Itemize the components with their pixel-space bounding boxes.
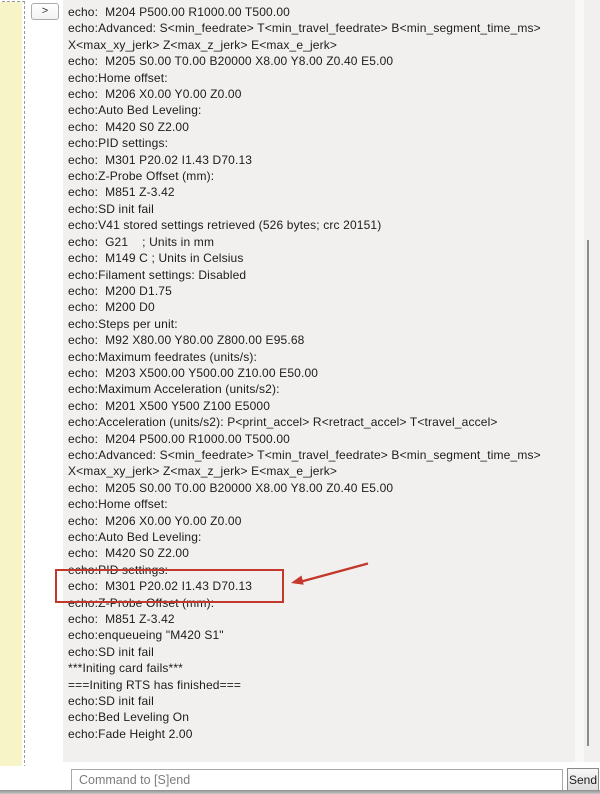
console-log-line: echo: M205 S0.00 T0.00 B20000 X8.00 Y8.00 Z0.40 E5.00 <box>68 54 394 69</box>
console-log-line: echo: M206 X0.00 Y0.00 Z0.00 <box>68 87 242 102</box>
console-log-line: echo:Home offset: <box>68 70 168 85</box>
scrollbar-thumb[interactable] <box>587 240 589 746</box>
console-log-line: echo: M301 P20.02 I1.43 D70.13 <box>68 152 253 167</box>
console-log-line: echo: M203 X500.00 Y500.00 Z10.00 E50.00 <box>68 365 319 380</box>
console-log-line: echo:Fade Height 2.00 <box>68 726 193 741</box>
console-log-line: echo:PID settings: <box>68 562 169 577</box>
console-log-line: echo: M301 P20.02 I1.43 D70.13 <box>68 579 253 594</box>
command-input[interactable] <box>71 769 563 791</box>
console-log-line: echo: M204 P500.00 R1000.00 T500.00 <box>68 5 291 19</box>
console-log-line: echo:SD init fail <box>68 201 154 216</box>
console-log-line: echo:Acceleration (units/s2): P<print_accel> R<retract_accel> T<travel_accel> <box>68 415 498 430</box>
console-log-line: ===Initing RTS has finished=== <box>68 677 242 692</box>
console-log-line: echo:SD init fail <box>68 644 154 659</box>
window-bottom-edge <box>0 790 600 794</box>
console-log-line: echo:Z-Probe Offset (mm): <box>68 169 215 184</box>
console-log-line: X<max_xy_jerk> Z<max_z_jerk> E<max_e_jerk> <box>68 464 338 479</box>
console-log-line: echo: G21 ; Units in mm <box>68 234 215 249</box>
console-log-line: echo:Filament settings: Disabled <box>68 267 247 282</box>
console-log-line: echo:V41 stored settings retrieved (526 bytes; crc 20151) <box>68 218 382 233</box>
console-log-line: echo: M420 S0 Z2.00 <box>68 546 190 561</box>
send-button[interactable]: Send <box>567 768 599 792</box>
console-log-line: X<max_xy_jerk> Z<max_z_jerk> E<max_e_jerk> <box>68 37 338 52</box>
console-toggle-button[interactable]: > <box>31 3 59 20</box>
console-log-line: echo: M851 Z-3.42 <box>68 612 175 627</box>
console-log-line: echo:enqueueing "M420 S1" <box>68 628 224 643</box>
console-log-line: echo:Maximum Acceleration (units/s2): <box>68 382 280 397</box>
console-log-line: echo:PID settings: <box>68 136 169 151</box>
scrollbar-track[interactable] <box>575 0 584 762</box>
console-log-line: echo:Home offset: <box>68 497 168 512</box>
console-log-line: echo: M200 D0 <box>68 300 155 315</box>
console-log-line: echo:SD init fail <box>68 694 154 709</box>
console-log-lines <box>68 4 570 742</box>
console-log-line: echo:Bed Leveling On <box>68 710 190 725</box>
console-log-line: echo:Steps per unit: <box>68 316 178 331</box>
console-log-line: echo: M149 C ; Units in Celsius <box>68 251 244 266</box>
console-log-line: echo: M851 Z-3.42 <box>68 185 175 200</box>
console-log-line: echo:Maximum feedrates (units/s): <box>68 349 258 364</box>
console-log-line: echo:Auto Bed Leveling: <box>68 103 202 118</box>
console-log-line: ***Initing card fails*** <box>68 661 183 676</box>
console-log-line: echo: M92 X80.00 Y80.00 Z800.00 E95.68 <box>68 333 305 348</box>
console-log[interactable] <box>63 0 600 762</box>
console-log-line: echo:Advanced: S<min_feedrate> T<min_travel_feedrate> B<min_segment_time_ms> <box>68 447 541 462</box>
console-log-line: echo: M200 D1.75 <box>68 283 172 298</box>
console-log-line: echo:Advanced: S<min_feedrate> T<min_travel_feedrate> B<min_segment_time_ms> <box>68 21 541 36</box>
console-log-line: echo: M204 P500.00 R1000.00 T500.00 <box>68 431 291 446</box>
console-log-line: echo: M201 X500 Y500 Z100 E5000 <box>68 398 271 413</box>
console-log-line: echo: M420 S0 Z2.00 <box>68 119 190 134</box>
console-log-line: echo: M205 S0.00 T0.00 B20000 X8.00 Y8.00 Z0.40 E5.00 <box>68 480 394 495</box>
console-log-line: echo: M206 X0.00 Y0.00 Z0.00 <box>68 513 242 528</box>
side-panel <box>0 2 22 767</box>
console-log-line: echo:Auto Bed Leveling: <box>68 530 202 544</box>
console-log-line: echo:Z-Probe Offset (mm): <box>68 595 215 610</box>
